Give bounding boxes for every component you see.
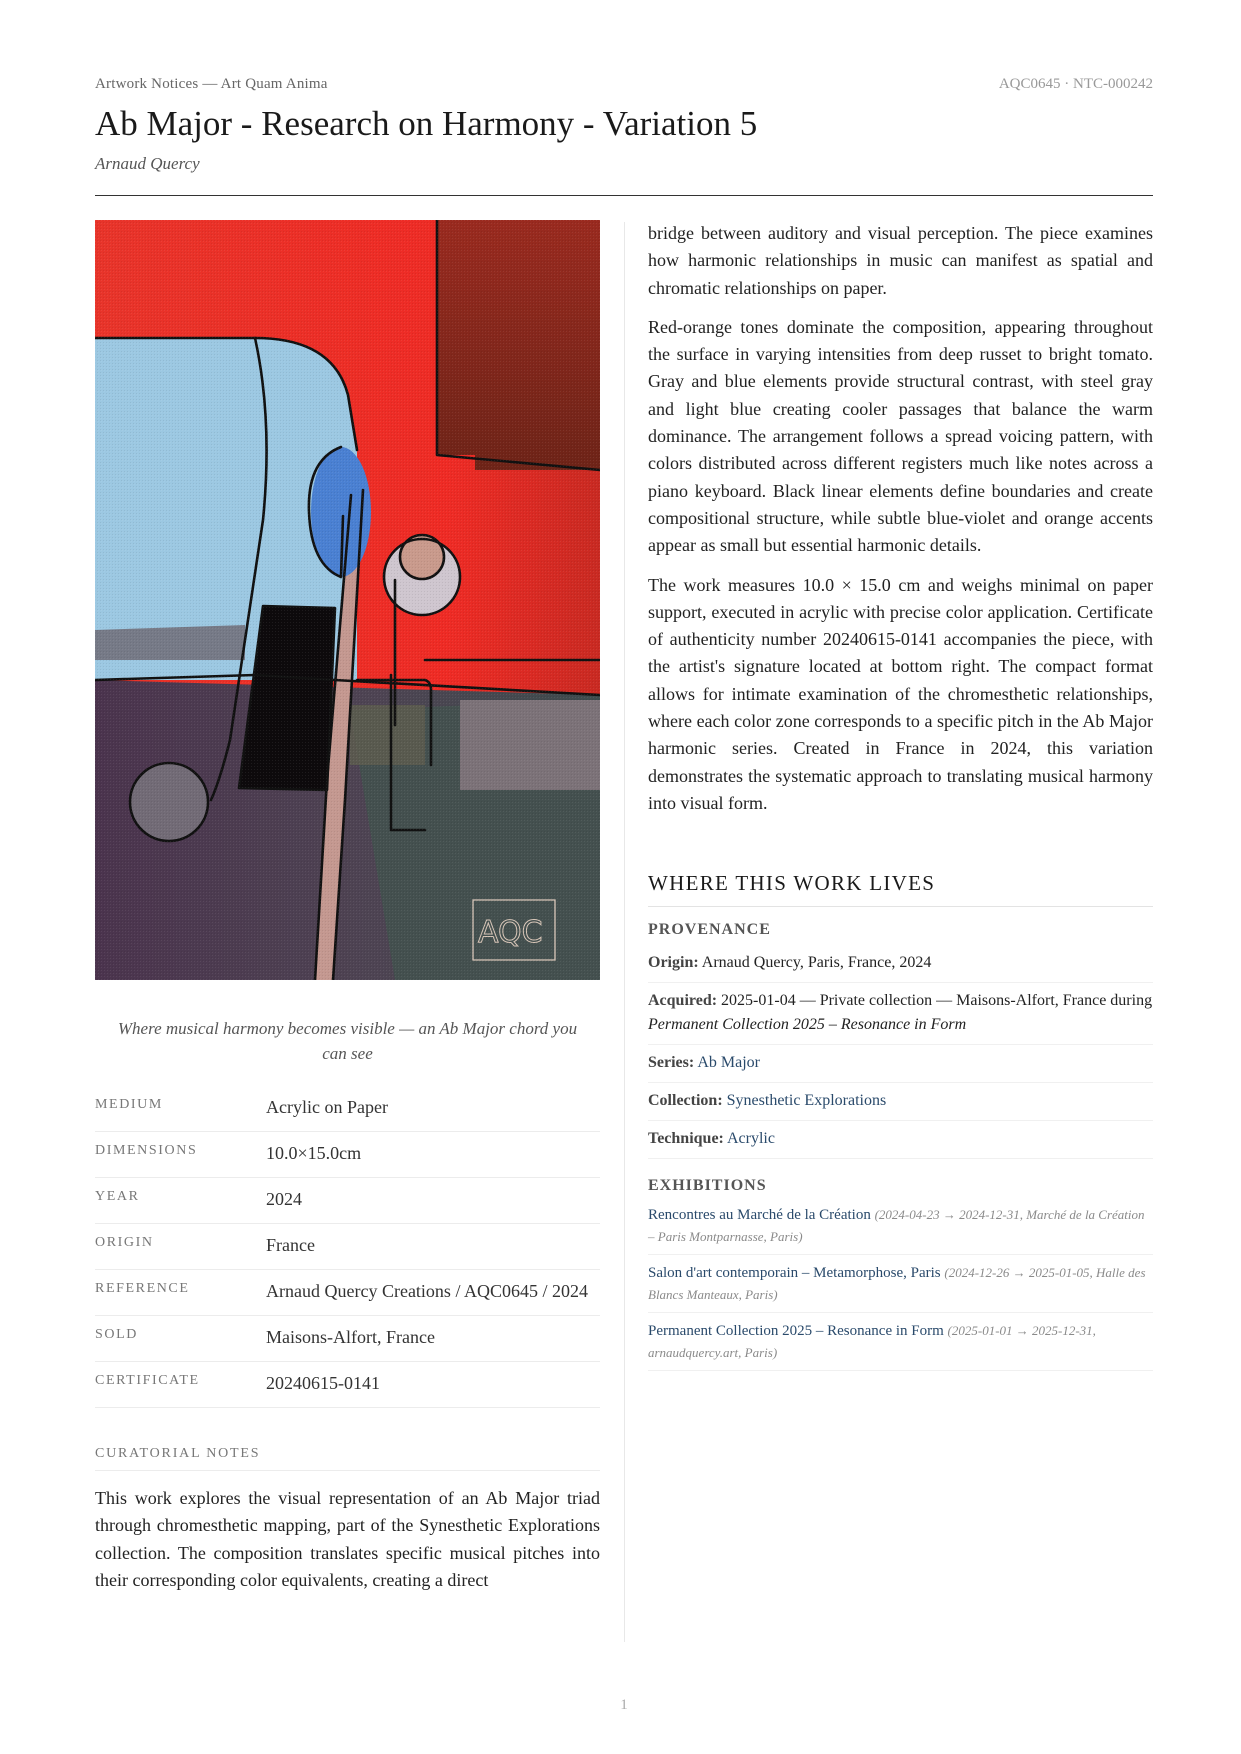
curatorial-notes-heading: CURATORIAL NOTES [95, 1446, 600, 1471]
spec-label: MEDIUM [95, 1097, 163, 1112]
spec-value: Acrylic on Paper [266, 1097, 388, 1117]
spec-value: Maisons-Alfort, France [266, 1327, 435, 1347]
provenance-collection [648, 1083, 1153, 1121]
collection-link[interactable]: Synesthetic Explorations [726, 1092, 887, 1110]
spec-row [95, 1224, 600, 1270]
origin-value: Arnaud Quercy, Paris, France, 2024 [701, 954, 932, 972]
spec-value: 10.0×15.0cm [266, 1143, 362, 1163]
spec-row [95, 1362, 600, 1408]
spec-row [95, 1178, 600, 1224]
reference-codes: AQC0645 · NTC-000242 [998, 76, 1153, 92]
page-number: 1 [620, 1697, 628, 1713]
collection-label: Collection: [648, 1092, 723, 1110]
provenance-acquired [648, 983, 1153, 1045]
curatorial-paragraph: bridge between auditory and visual perception. The piece examines how harmonic relationships in music can manifest as spatial and chromatic relationships on paper. [648, 223, 1153, 298]
exhibition-link[interactable]: Permanent Collection 2025 – Resonance in Form [648, 1323, 944, 1340]
exhibition-item [648, 1259, 1153, 1313]
spec-value: 20240615-0141 [266, 1373, 380, 1393]
artwork-image [95, 220, 600, 980]
curatorial-paragraph: The work measures 10.0 × 15.0 cm and weighs minimal on paper support, executed in acrylic with precise color application. Certificate of authenticity number 20240615-0141 accompanies the piece, with the artist's signature located at bottom right. The compact format allows for intimate examination of the chromesthetic relationships, where each color zone corresponds to a specific pitch in the Ab Major harmonic series. Created in France in 2024, this variation demonstrates the systematic approach to translating musical harmony into visual form. [648, 574, 1153, 813]
artist-name: Arnaud Quercy [95, 154, 200, 173]
acquired-value: 2025-01-04 — Private collection — Maisons-Alfort, France during [721, 992, 1153, 1010]
artwork-title: Ab Major - Research on Harmony - Variation 5 [95, 104, 758, 143]
exhibitions-heading: EXHIBITIONS [648, 1177, 767, 1195]
spec-row [95, 1132, 600, 1178]
exhibition-meta: (2024-04-23 → 2024-12-31, Marché de la Création – Paris Montparnasse, Paris) [648, 1207, 1145, 1245]
spec-label: YEAR [95, 1189, 140, 1204]
spec-label: CERTIFICATE [95, 1373, 200, 1388]
spec-label: SOLD [95, 1327, 138, 1342]
curatorial-notes [95, 1485, 600, 1594]
curatorial-notes-continued [648, 220, 1153, 817]
exhibition-meta: (2024-12-26 → 2025-01-05, Halle des Blancs Manteaux, Paris) [648, 1265, 1146, 1303]
spec-row [95, 1316, 600, 1362]
spec-row [95, 1270, 600, 1316]
spec-label: REFERENCE [95, 1281, 190, 1296]
left-column [95, 220, 600, 1594]
where-section-title: WHERE THIS WORK LIVES [648, 871, 1153, 907]
spec-table [95, 1086, 600, 1408]
artwork-caption: Where musical harmony becomes visible — an Ab Major chord you can see [117, 1019, 578, 1063]
technique-link[interactable]: Acrylic [727, 1130, 775, 1148]
curatorial-paragraph: Red-orange tones dominate the composition, appearing throughout the surface in varying intensities from deep russet to bright tomato. Gray and blue elements provide structural contrast, with steel gray and light blue creating cooler passages that balance the warm dominance. The arrangement follows a spread voicing pattern, with colors distributed across different registers much like notes across a piano keyboard. Black linear elements define boundaries and create compositional structure, while subtle blue-violet and orange accents appear as small but essential harmonic details. [648, 316, 1153, 556]
spec-value: 2024 [266, 1189, 302, 1209]
series-label: Series: [648, 1054, 695, 1072]
spec-row [95, 1086, 600, 1132]
acquired-label: Acquired: [648, 992, 718, 1010]
exhibition-link[interactable]: Rencontres au Marché de la Création [648, 1207, 871, 1224]
technique-label: Technique: [648, 1130, 724, 1148]
site-name: Artwork Notices — Art Quam Anima [95, 76, 328, 92]
exhibition-item [648, 1317, 1153, 1371]
series-link[interactable]: Ab Major [697, 1054, 760, 1072]
spec-value: France [266, 1235, 315, 1255]
provenance-technique [648, 1121, 1153, 1159]
column-divider [624, 222, 625, 1642]
exhibition-meta: (2025-01-01 → 2025-12-31, arnaudquercy.art, Paris) [648, 1323, 1096, 1361]
spec-value: Arnaud Quercy Creations / AQC0645 / 2024 [266, 1281, 588, 1301]
spec-label: DIMENSIONS [95, 1143, 198, 1158]
origin-label: Origin: [648, 954, 699, 972]
provenance-origin [648, 945, 1153, 983]
spec-label: ORIGIN [95, 1235, 154, 1250]
provenance-series [648, 1045, 1153, 1083]
exhibition-link[interactable]: Salon d'art contemporain – Metamorphose, Paris [648, 1265, 941, 1282]
header-rule [95, 195, 1153, 196]
notice-page [95, 0, 1153, 1754]
curatorial-paragraph: This work explores the visual representation of an Ab Major triad through chromesthetic mapping, part of the Synesthetic Explorations collection. The composition translates specific musical pitches into their corresponding color equivalents, creating a direct [95, 1488, 600, 1590]
provenance-heading: PROVENANCE [648, 921, 771, 939]
right-column [648, 220, 1153, 1371]
exhibition-item [648, 1201, 1153, 1255]
acquired-event: Permanent Collection 2025 – Resonance in Form [648, 1016, 967, 1034]
